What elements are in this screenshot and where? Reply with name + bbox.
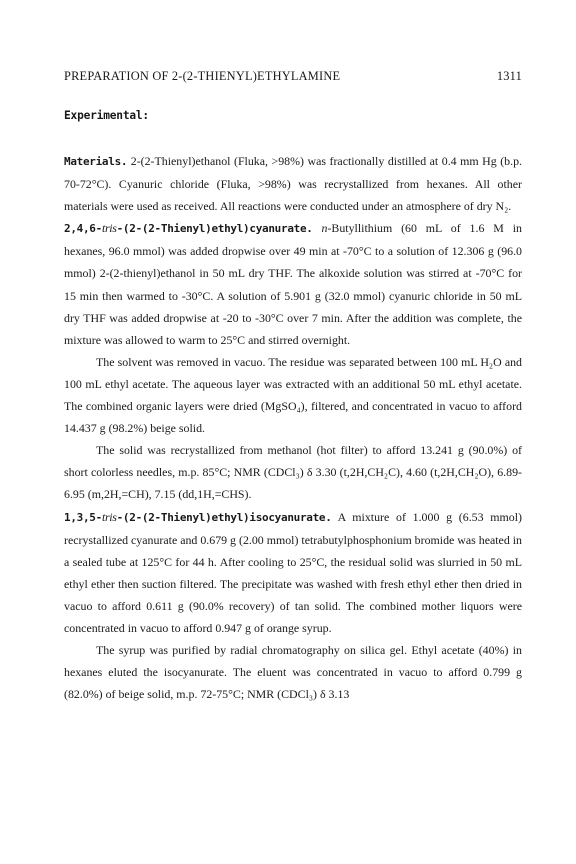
paragraph-materials	[64, 150, 522, 217]
run-in-italic: tris	[101, 509, 117, 524]
paragraph-recrystallization: The solid was recrystallized from methanol (hot filter) to afford 13.241 g (90.0%) of short colorless needles, m.p. 85°C; NMR (CDCl₃) δ 3.30 (t,2H,CH₂C), 4.60 (t,2H,CH₂O), 6.89-6.95 (m,2H,=CH), 7.15 (dd,1H,=CHS).	[64, 443, 522, 502]
run-in-prefix: 1,3,5-	[64, 510, 102, 524]
paragraph-chromatography: The syrup was purified by radial chromatography on silica gel. Ethyl acetate (40%) in hexanes eluted the isocyanurate. The eluent was concentrated in vacuo to afford 0.799 g (82.0%) of beige solid, m.p. 72-75°C; NMR (CDCl₃) δ 3.13	[64, 643, 522, 702]
page-number: 1311	[496, 69, 522, 83]
run-in-suffix: -(2-(2-Thienyl)ethyl)cyanurate.	[116, 222, 313, 236]
paragraph-workup: The solvent was removed in vacuo. The residue was separated between 100 mL H₂O and 100 mL ethyl acetate. The aqueous layer was extracted with an additional 50 mL ethyl acetate. The combined organic layers were dried (MgSO₄), filtered, and concentrated in vacuo to afford 14.437 g (98.2%) beige solid.	[64, 354, 522, 436]
section-heading: Experimental:	[64, 109, 149, 122]
paragraph-isocyanurate	[64, 506, 522, 640]
run-in-suffix: -(2-(2-Thienyl)ethyl)isocyanurate.	[116, 510, 332, 524]
paragraph-text: A mixture of 1.000 g (6.53 mmol) recrystallized cyanurate and 0.679 g (2.00 mmol) tetrabutylphosphonium bromide was heated in a sealed tube at 125°C for 44 h. After cooling to 25°C, the residual solid was slurried in 50 mL ethyl ether then suction filtered. The precipitate was washed with fresh ethyl ether then dried in vacuo to afford 0.611 g (90.0% recovery) of tan solid. The combined mother liquors were concentrated in vacuo to afford 0.947 g of orange syrup.	[64, 509, 522, 635]
run-in-heading	[64, 511, 332, 524]
paragraph-text: -Butyllithium (60 mL of 1.6 M in hexanes, 96.0 mmol) was added dropwise over 49 min at -70°C to a solution of 12.306 g (96.0 mmol) 2-(2-thienyl)ethanol in 50 mL dry THF. The alkoxide solution was stirred at -70°C for 15 min then warmed to -30°C. A solution of 5.901 g (32.0 mmol) cyanuric chloride in 50 mL dry THF was added dropwise at -20 to -30°C over 7 min. After the addition was complete, the mixture was allowed to warm to 25°C and stirred overnight.	[64, 221, 522, 347]
run-in-heading	[64, 222, 313, 235]
running-title: PREPARATION OF 2-(2-THIENYL)ETHYLAMINE	[64, 69, 341, 83]
run-in-italic: tris	[101, 221, 117, 236]
body-text	[64, 150, 522, 705]
paragraph-text: 2-(2-Thienyl)ethanol (Fluka, >98%) was fractionally distilled at 0.4 mm Hg (b.p. 70-72°C). Cyanuric chloride (Fluka, >98%) was recrystallized from hexanes. All other materials were used as received. All reactions were conducted under an atmosphere of dry N₂.	[64, 154, 522, 214]
run-in-heading: Materials.	[64, 155, 128, 168]
paragraph-cyanurate	[64, 217, 522, 351]
run-in-prefix: 2,4,6-	[64, 222, 102, 236]
paragraph-italic-start: n	[321, 221, 328, 236]
